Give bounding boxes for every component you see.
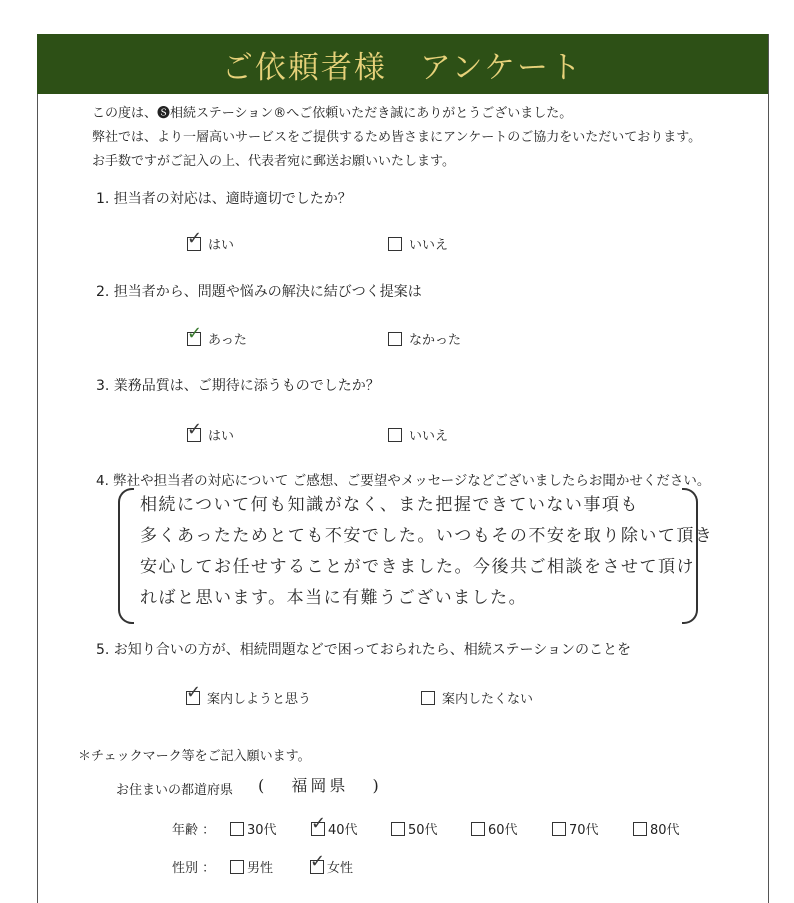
intro-line: お手数ですがご記入の上、代表者宛に郵送お願いいたします。 [92,154,455,169]
gender-label: 性別 ： [172,861,216,876]
checkbox-checked-icon[interactable] [187,237,201,251]
option-label: はい [208,238,235,253]
intro-text [92,102,701,174]
comment-line: 相続について何も知識がなく、また把握できていない事項も [140,495,639,515]
q1-option-yes[interactable] [187,234,234,253]
q2-option-no[interactable] [388,329,461,348]
title-banner [37,34,768,94]
gender-option-male[interactable] [230,857,273,876]
question-3: 3. 業務品質は、ご期待に添うものでしたか？ [96,378,380,394]
checkbox-checked-icon[interactable] [187,332,201,346]
option-label: 男性 [247,861,274,876]
comment-line: 安心してお任せすることができました。今後共ご相談をさせて頂け [140,557,695,577]
q5-option-no[interactable] [421,688,533,707]
option-label: なかった [409,333,462,348]
left-bracket [118,488,134,624]
age-option-40s[interactable] [311,819,358,838]
option-label: はい [208,429,235,444]
option-label: 案内しようと思う [207,692,312,707]
checkbox-checked-icon[interactable] [186,691,200,705]
prefecture-field[interactable] [258,773,382,796]
checkbox-icon[interactable] [633,822,647,836]
q5-option-yes[interactable] [186,688,311,707]
comment-line: ればと思います。本当に有難うございました。 [140,588,528,608]
checkbox-icon[interactable] [230,860,244,874]
option-label: 60代 [488,823,518,838]
checkbox-icon[interactable] [391,822,405,836]
checkbox-icon[interactable] [388,237,402,251]
checkbox-icon[interactable] [388,428,402,442]
option-label: 女性 [327,861,354,876]
prefecture-label: お住まいの都道府県 [116,783,234,798]
age-option-60s[interactable] [471,819,518,838]
option-label: 70代 [569,823,599,838]
gender-option-female[interactable] [310,857,353,876]
age-label: 年齢 ： [172,823,216,838]
q3-option-yes[interactable] [187,425,234,444]
option-label: いいえ [409,429,449,444]
intro-line: 弊社では、より一層高いサービスをご提供するため皆さまにアンケートのご協力をいただいております。 [92,130,702,145]
comment-line: 多くあったためとても不安でした。いつもその不安を取り除いて頂き [140,526,714,546]
handwritten-comment [140,490,713,614]
age-option-80s[interactable] [633,819,680,838]
q2-option-yes[interactable] [187,329,247,348]
prefecture-value: 福岡県 [291,776,349,795]
option-label: 案内したくない [442,692,534,707]
question-5: 5. お知り合いの方が、相続問題などで困っておられたら、相続ステーションのことを [96,642,631,658]
checkbox-checked-icon[interactable] [187,428,201,442]
checkbox-icon[interactable] [471,822,485,836]
option-label: あった [208,333,247,348]
comment-box[interactable] [118,488,714,620]
option-label: 50代 [408,823,438,838]
intro-line: この度は、🅢相続ステーション®へご依頼いただき誠にありがとうございました。 [92,106,573,121]
question-4: 4. 弊社や担当者の対応について ご感想、ご要望やメッセージなどございましたらお聞かせください。 [96,473,711,489]
checkbox-checked-icon[interactable] [310,860,324,874]
q3-option-no[interactable] [388,425,448,444]
age-option-50s[interactable] [391,819,438,838]
question-1: 1. 担当者の対応は、適時適切でしたか？ [96,191,352,207]
paren-open: ( [258,776,268,795]
age-option-70s[interactable] [552,819,599,838]
age-option-30s[interactable] [230,819,277,838]
q1-option-no[interactable] [388,234,448,253]
checkbox-icon[interactable] [230,822,244,836]
question-2: 2. 担当者から、問題や悩みの解決に結びつく提案は [96,284,422,300]
option-label: 40代 [328,823,358,838]
checkbox-icon[interactable] [388,332,402,346]
checkbox-checked-icon[interactable] [311,822,325,836]
option-label: 80代 [650,823,680,838]
option-label: いいえ [409,238,449,253]
checkbox-icon[interactable] [552,822,566,836]
paren-close: ) [372,776,382,795]
option-label: 30代 [247,823,277,838]
checkbox-icon[interactable] [421,691,435,705]
instruction-note: ＊チェックマーク等をご記入願います。 [78,749,311,764]
page-title: ご依頼者様 アンケート [221,49,584,86]
